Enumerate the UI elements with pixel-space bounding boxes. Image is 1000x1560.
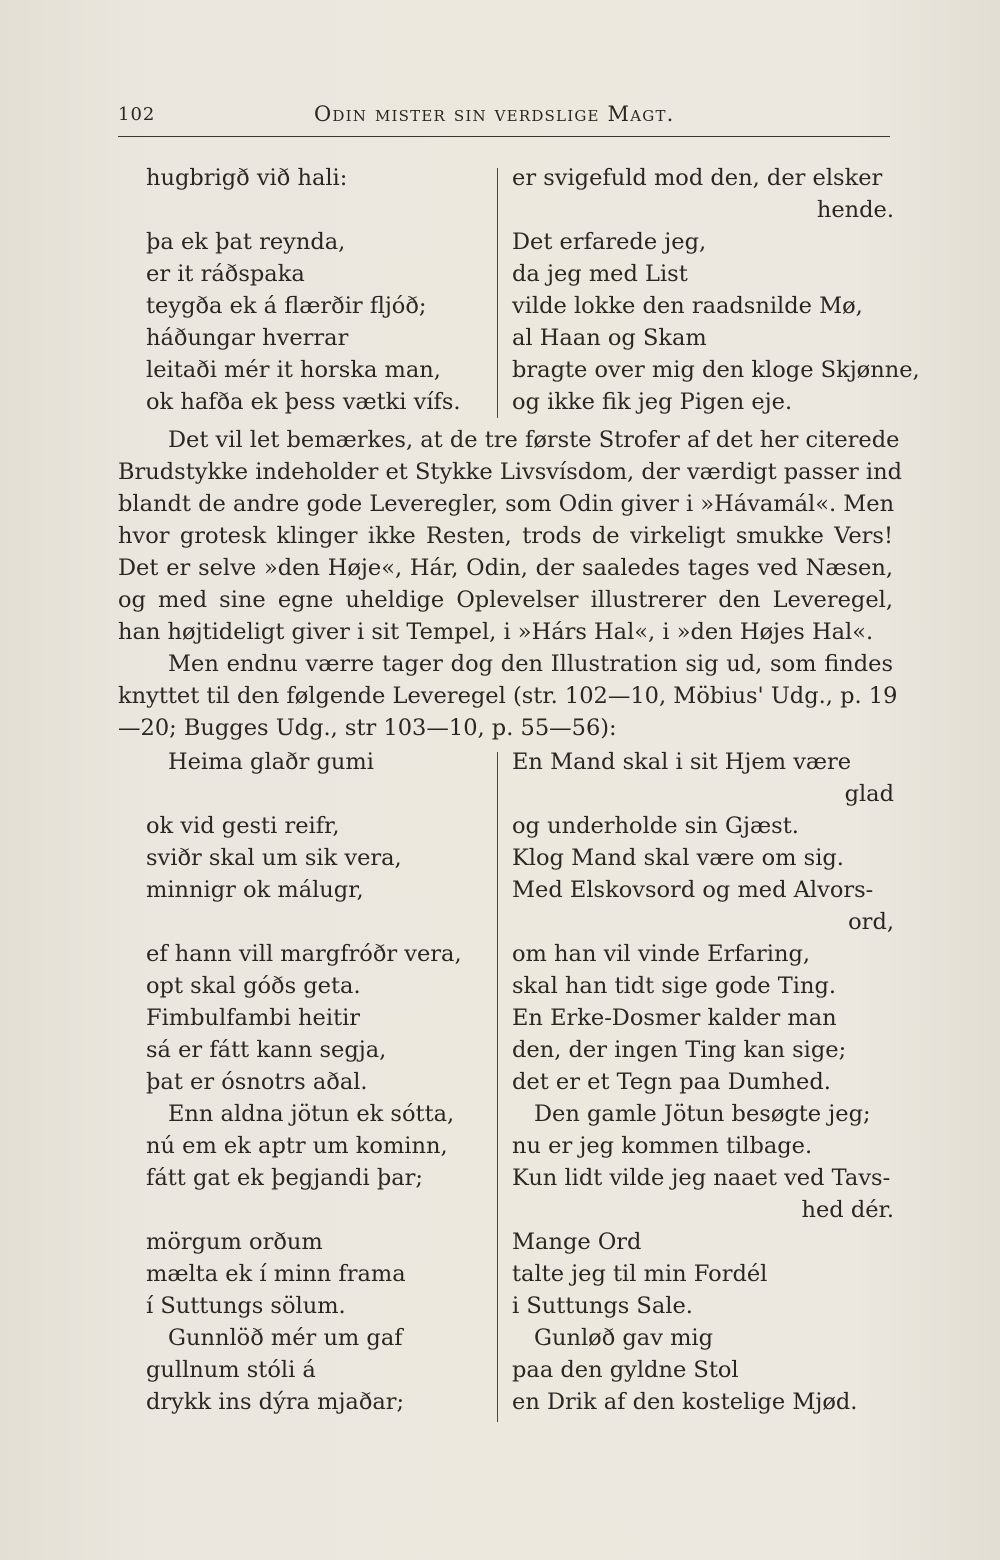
poem-line: hugbrigð við hali: bbox=[146, 165, 348, 191]
poem-line: Gunnlöð mér um gaf bbox=[168, 1325, 403, 1351]
poem-line: opt skal góðs geta. bbox=[146, 973, 361, 999]
translation-line: Gunløð gav mig bbox=[534, 1325, 714, 1351]
poem1-right-column bbox=[512, 162, 920, 418]
translation-line: skal han tidt sige gode Ting. bbox=[512, 973, 837, 999]
poem-line: sviðr skal um sik vera, bbox=[146, 845, 402, 871]
poem2-right-column bbox=[512, 746, 894, 1418]
poem-line: þa ek þat reynda, bbox=[146, 229, 346, 255]
translation-line: en Drik af den kostelige Mjød. bbox=[512, 1389, 858, 1415]
translation-line: da jeg med List bbox=[512, 261, 688, 287]
prose-line: Det er selve »den Høje«, Hár, Odin, der saaledes tages ved Næsen, bbox=[118, 555, 893, 581]
translation-line: er svigefuld mod den, der elsker bbox=[512, 165, 883, 191]
poem-line: háðungar hverrar bbox=[146, 325, 349, 351]
translation-line: Klog Mand skal være om sig. bbox=[512, 845, 844, 871]
poem-line: sá er fátt kann segja, bbox=[146, 1037, 387, 1063]
page-number: 102 bbox=[118, 104, 156, 125]
prose-line: Det vil let bemærkes, at de tre første Strofer af det her citerede bbox=[168, 427, 900, 453]
body-paragraphs bbox=[118, 424, 902, 744]
translation-line: og ikke fik jeg Pigen eje. bbox=[512, 389, 793, 415]
translation-line: paa den gyldne Stol bbox=[512, 1357, 739, 1383]
column-divider bbox=[497, 168, 498, 418]
translation-line: hed dér. bbox=[801, 1197, 894, 1223]
translation-line: om han vil vinde Erfaring, bbox=[512, 941, 811, 967]
poem-line: mælta ek í minn frama bbox=[146, 1261, 406, 1287]
running-title: Odin mister sin verdslige Magt. bbox=[314, 102, 675, 126]
running-header bbox=[118, 96, 890, 137]
poem-line bbox=[146, 194, 486, 226]
translation-line: Den gamle Jötun besøgte jeg; bbox=[534, 1101, 871, 1127]
poem1-left-column bbox=[146, 162, 486, 418]
poem-line: fátt gat ek þegjandi þar; bbox=[146, 1165, 423, 1191]
translation-line: den, der ingen Ting kan sige; bbox=[512, 1037, 847, 1063]
poem-line: þat er ósnotrs aðal. bbox=[146, 1069, 368, 1095]
prose-line: han højtideligt giver i sit Tempel, i »Hárs Hal«, i »den Højes Hal«. bbox=[118, 619, 874, 645]
column-divider bbox=[497, 752, 498, 1422]
poem-line: ok vid gesti reifr, bbox=[146, 813, 340, 839]
translation-line: i Suttungs Sale. bbox=[512, 1293, 693, 1319]
translation-line: ord, bbox=[848, 909, 894, 935]
poem-line: minnigr ok málugr, bbox=[146, 877, 364, 903]
prose-line: blandt de andre gode Leveregler, som Odin giver i »Hávamál«. Men bbox=[118, 491, 895, 517]
translation-line: hende. bbox=[816, 197, 894, 223]
prose-line: og med sine egne uheldige Oplevelser illustrerer den Leveregel, bbox=[118, 587, 893, 613]
translation-line: det er et Tegn paa Dumhed. bbox=[512, 1069, 831, 1095]
prose-line: hvor grotesk klinger ikke Resten, trods de virkeligt smukke Vers! bbox=[118, 523, 893, 549]
poem-line: Heima glaðr gumi bbox=[168, 749, 374, 775]
poem-line bbox=[146, 778, 486, 810]
poem-line: í Suttungs sölum. bbox=[146, 1293, 346, 1319]
poem-line: drykk ins dýra mjaðar; bbox=[146, 1389, 405, 1415]
poem-line bbox=[146, 1194, 486, 1226]
translation-line: Med Elskovsord og med Alvors- bbox=[512, 877, 874, 903]
prose-line: Brudstykke indeholder et Stykke Livsvísdom, der værdigt passer ind bbox=[118, 459, 902, 485]
prose-line: Men endnu værre tager dog den Illustration sig ud, som findes bbox=[168, 651, 893, 677]
poem-line: teygða ek á flærðir fljóð; bbox=[146, 293, 427, 319]
translation-line: En Mand skal i sit Hjem være bbox=[512, 749, 852, 775]
translation-line: En Erke-Dosmer kalder man bbox=[512, 1005, 837, 1031]
translation-line: og underholde sin Gjæst. bbox=[512, 813, 799, 839]
poem-line: ok hafða ek þess vætki vífs. bbox=[146, 389, 461, 415]
poem-line: mörgum orðum bbox=[146, 1229, 323, 1255]
poem-line: gullnum stóli á bbox=[146, 1357, 316, 1383]
translation-line: bragte over mig den kloge Skjønne, bbox=[512, 357, 920, 383]
translation-line: glad bbox=[844, 781, 894, 807]
poem-line bbox=[146, 906, 486, 938]
poem-line: ef hann vill margfróðr vera, bbox=[146, 941, 462, 967]
translation-line: talte jeg til min Fordél bbox=[512, 1261, 768, 1287]
translation-line: al Haan og Skam bbox=[512, 325, 707, 351]
translation-line: Det erfarede jeg, bbox=[512, 229, 707, 255]
poem2-left-column bbox=[146, 746, 486, 1418]
translation-line: vilde lokke den raadsnilde Mø, bbox=[512, 293, 863, 319]
poem-line: Enn aldna jötun ek sótta, bbox=[168, 1101, 455, 1127]
poem-line: er it ráðspaka bbox=[146, 261, 305, 287]
translation-line: Kun lidt vilde jeg naaet ved Tavs- bbox=[512, 1165, 891, 1191]
poem-line: nú em ek aptr um kominn, bbox=[146, 1133, 448, 1159]
prose-line: —20; Bugges Udg., str 103—10, p. 55—56): bbox=[118, 715, 617, 741]
poem-line: leitaði mér it horska man, bbox=[146, 357, 441, 383]
translation-line: nu er jeg kommen tilbage. bbox=[512, 1133, 813, 1159]
translation-line: Mange Ord bbox=[512, 1229, 642, 1255]
prose-line: knyttet til den følgende Leveregel (str. 102—10, Möbius' Udg., p. 19 bbox=[118, 683, 898, 709]
poem-line: Fimbulfambi heitir bbox=[146, 1005, 361, 1031]
